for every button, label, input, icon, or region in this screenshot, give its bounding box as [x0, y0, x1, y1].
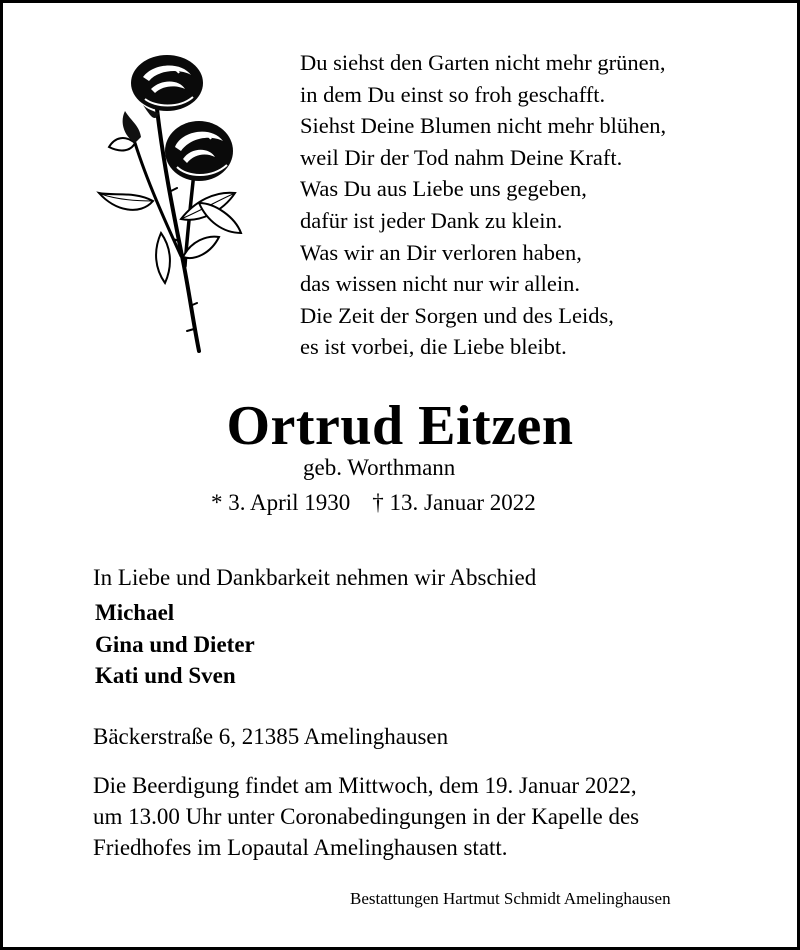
farewell-text: In Liebe und Dankbarkeit nehmen wir Abschied	[93, 565, 537, 590]
birth-date: * 3. April 1930	[211, 490, 351, 515]
poem-line: Was wir an Dir verloren haben,	[300, 239, 582, 265]
poem-line: Was Du aus Liebe uns gegeben,	[300, 176, 587, 202]
mourner-name: Kati und Sven	[95, 663, 236, 688]
poem-line: weil Dir der Tod nahm Deine Kraft.	[300, 144, 623, 170]
family-address: Bäckerstraße 6, 21385 Amelinghausen	[93, 724, 449, 749]
poem-line: Siehst Deine Blumen nicht mehr blühen,	[300, 113, 667, 139]
funeral-line: Die Beerdigung findet am Mittwoch, dem 19. Januar 2022,	[93, 773, 637, 798]
rose-illustration	[95, 51, 255, 356]
life-dates	[211, 488, 536, 518]
mourner-name: Gina und Dieter	[95, 631, 255, 657]
poem-line: Du siehst den Garten nicht mehr grünen,	[300, 50, 666, 75]
funeral-details	[93, 770, 639, 863]
death-date: † 13. Januar 2022	[372, 490, 536, 515]
poem-line: Die Zeit der Sorgen und des Leids,	[300, 302, 614, 328]
memorial-poem	[300, 47, 666, 363]
poem-line: das wissen nicht nur wir allein.	[300, 271, 580, 297]
poem-line: dafür ist jeder Dank zu klein.	[300, 207, 563, 233]
undertaker-credit: Bestattungen Hartmut Schmidt Amelinghausen	[350, 889, 671, 908]
poem-line: es ist vorbei, die Liebe bleibt.	[300, 334, 567, 360]
deceased-name: Ortrud Eitzen	[226, 395, 574, 457]
mourner-list	[95, 597, 255, 692]
poem-line: in dem Du einst so froh geschafft.	[300, 81, 606, 107]
funeral-line: um 13.00 Uhr unter Coronabedingungen in der Kapelle des	[93, 804, 640, 829]
mourner-name: Michael	[95, 600, 175, 625]
maiden-name: geb. Worthmann	[303, 455, 456, 480]
funeral-line: Friedhofes im Lopautal Amelinghausen statt.	[93, 835, 508, 860]
